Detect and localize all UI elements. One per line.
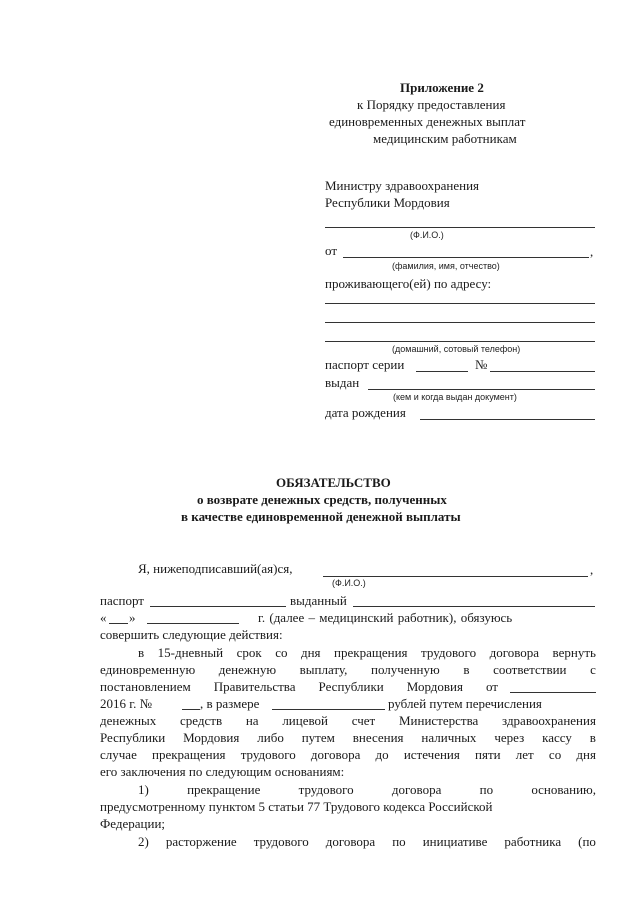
- date-open: «: [100, 610, 107, 625]
- body-issued-label: выданный: [290, 593, 347, 608]
- paragraph-line-6: Республики Мордовия либо путем внесения наличных через кассу в: [100, 730, 596, 745]
- issued-caption: (кем и когда выдан документ): [393, 392, 517, 402]
- paragraph-line-8: его заключения по следующим основаниям:: [100, 764, 345, 779]
- paragraph-line-7: случае прекращения трудового договора до истечения пяти лет со дня: [100, 747, 596, 762]
- passport-number-line[interactable]: [490, 371, 595, 372]
- addressee-line-2: Республики Мордовия: [325, 195, 450, 210]
- body-line-1-start: Я, нижеподписавший(ая)ся,: [138, 561, 293, 576]
- issued-label: выдан: [325, 375, 360, 390]
- passport-series-line[interactable]: [416, 371, 468, 372]
- minister-fio-line[interactable]: [325, 227, 595, 228]
- address-line-1[interactable]: [325, 303, 595, 304]
- doc-subtitle-1: о возврате денежных средств, полученных: [197, 492, 447, 507]
- from-caption: (фамилия, имя, отчество): [392, 261, 500, 271]
- from-name-line[interactable]: [343, 257, 589, 258]
- paragraph-line-2: единовременную денежную выплату, полученную в соответствии с: [100, 662, 596, 677]
- item-1-line-3: Федерации;: [100, 816, 166, 831]
- item-1-line-2: предусмотренному пунктом 5 статьи 77 Трудового кодекса Российской: [100, 799, 493, 814]
- body-issued-line[interactable]: [353, 606, 595, 607]
- birth-date-label: дата рождения: [325, 405, 406, 420]
- comma: ,: [590, 244, 594, 259]
- p4-year: 2016 г. №: [100, 696, 153, 711]
- issued-line[interactable]: [368, 389, 595, 390]
- annex-line-3: медицинским работникам: [373, 131, 517, 146]
- p4-size: , в размере: [200, 696, 260, 711]
- annex-line-2: единовременных денежных выплат: [329, 114, 526, 129]
- comma-2: ,: [590, 562, 594, 577]
- birth-date-line[interactable]: [420, 419, 595, 420]
- body-passport-label: паспорт: [100, 593, 144, 608]
- phone-line[interactable]: [325, 341, 595, 342]
- fio-caption: (Ф.И.О.): [410, 230, 444, 240]
- annex-line-1: к Порядку предоставления: [357, 97, 506, 112]
- paragraph-line-1: в 15-дневный срок со дня прекращения трудового договора вернуть: [138, 645, 596, 660]
- signer-fio-line[interactable]: [323, 576, 588, 577]
- resolution-date-line[interactable]: [510, 692, 596, 693]
- doc-subtitle-2: в качестве единовременной денежной выплаты: [181, 509, 461, 524]
- doc-title: ОБЯЗАТЕЛЬСТВО: [276, 475, 391, 490]
- residing-label: проживающего(ей) по адресу:: [325, 276, 492, 291]
- annex-title: Приложение 2: [400, 80, 484, 95]
- body-passport-line[interactable]: [150, 606, 286, 607]
- resolution-number-line[interactable]: [182, 709, 200, 710]
- body-fio-caption: (Ф.И.О.): [332, 578, 366, 588]
- number-sign: №: [475, 357, 488, 372]
- month-line[interactable]: [147, 623, 239, 624]
- year-text: г. (далее – медицинский работник), обязуюсь: [258, 610, 513, 625]
- p4-end: рублей путем перечисления: [388, 696, 542, 711]
- passport-series-label: паспорт серии: [325, 357, 405, 372]
- phone-caption: (домашний, сотовый телефон): [392, 344, 521, 354]
- paragraph-line-5: денежных средств на лицевой счет Министерства здравоохранения: [100, 713, 596, 728]
- address-line-2[interactable]: [325, 322, 595, 323]
- item-2-line-1: 2) расторжение трудового договора по инициативе работника (по: [138, 834, 596, 849]
- day-line[interactable]: [109, 623, 128, 624]
- amount-line[interactable]: [272, 709, 385, 710]
- from-label: от: [325, 243, 338, 258]
- date-close: »: [129, 610, 136, 625]
- item-1-line-1: 1) прекращение трудового договора по основанию,: [138, 782, 596, 797]
- paragraph-line-3: постановлением Правительства Республики Мордовия от: [100, 679, 498, 694]
- commit-text: совершить следующие действия:: [100, 627, 283, 642]
- addressee-line-1: Министру здравоохранения: [325, 178, 480, 193]
